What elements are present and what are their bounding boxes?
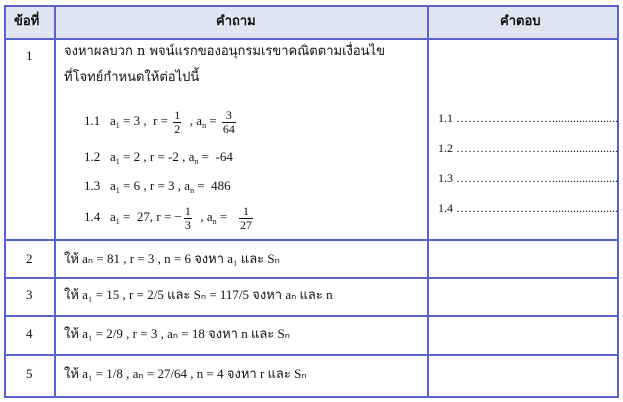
row-number: 4 bbox=[26, 326, 33, 341]
row-divider bbox=[6, 277, 617, 279]
question-line: จงหาผลบวก n พจน์แรกของอนุกรมเรขาคณิตตามเงื่อนไข bbox=[64, 44, 385, 59]
answer-blank-1-4[interactable]: 1.4 ……………………...................... bbox=[438, 201, 618, 215]
row-number: 3 bbox=[26, 287, 33, 302]
row-number: 5 bbox=[26, 366, 33, 381]
question-2: ให้ aₙ = 81 , r = 3 , n = 6 จงหา a₁ และ Sₙ bbox=[64, 251, 280, 266]
row-number: 2 bbox=[26, 251, 33, 266]
column-divider bbox=[54, 7, 56, 396]
row-divider bbox=[6, 315, 617, 317]
answer-blank-1-2[interactable]: 1.2 ……………………...................... bbox=[438, 141, 618, 155]
question-4: ให้ a₁ = 2/9 , r = 3 , aₙ = 18 จงหา n และ Sₙ bbox=[64, 326, 290, 341]
sub-question-1-2: 1.2 $a_1 = 2$ , r = -2 , $a_n = -64$ bbox=[84, 149, 233, 166]
row-number: 1 bbox=[26, 48, 33, 63]
answer-blank-1-3[interactable]: 1.3 ……………………...................... bbox=[438, 171, 618, 185]
header-no: ข้อที่ bbox=[14, 14, 40, 29]
answer-blank-1-1[interactable]: 1.1 ……………………...................... bbox=[438, 111, 618, 125]
question-3: ให้ a₁ = 15 , r = 2/5 และ Sₙ = 117/5 จงหา aₙ และ n bbox=[64, 287, 333, 302]
header-question: คำถาม bbox=[216, 14, 256, 29]
column-divider bbox=[427, 7, 429, 396]
row-divider bbox=[6, 239, 617, 241]
sub-question-1-1: 1.1 $a_1 = 3$ , r = $\frac{1}{2}$ , $a_n$ = $\frac{3}{64}$ bbox=[84, 107, 235, 136]
question-5: ให้ a₁ = 1/8 , aₙ = 27/64 , n = 4 จงหา r และ Sₙ bbox=[64, 366, 307, 381]
question-table bbox=[4, 5, 619, 398]
header-answer: คำตอบ bbox=[500, 14, 541, 29]
sub-question-1-3: 1.3 $a_1 = 6$ , r = 3 , $a_n = 486$ bbox=[84, 178, 231, 195]
sub-question-1-4: 1.4 $a_1 = 27$, r = − $\frac{1}{3}$ , $a_n$ = $\frac{1}{27}$ bbox=[84, 203, 252, 232]
row-divider bbox=[6, 354, 617, 356]
row-divider bbox=[6, 38, 617, 40]
question-line: ที่โจทย์กำหนดให้ต่อไปนี้ bbox=[64, 70, 200, 85]
